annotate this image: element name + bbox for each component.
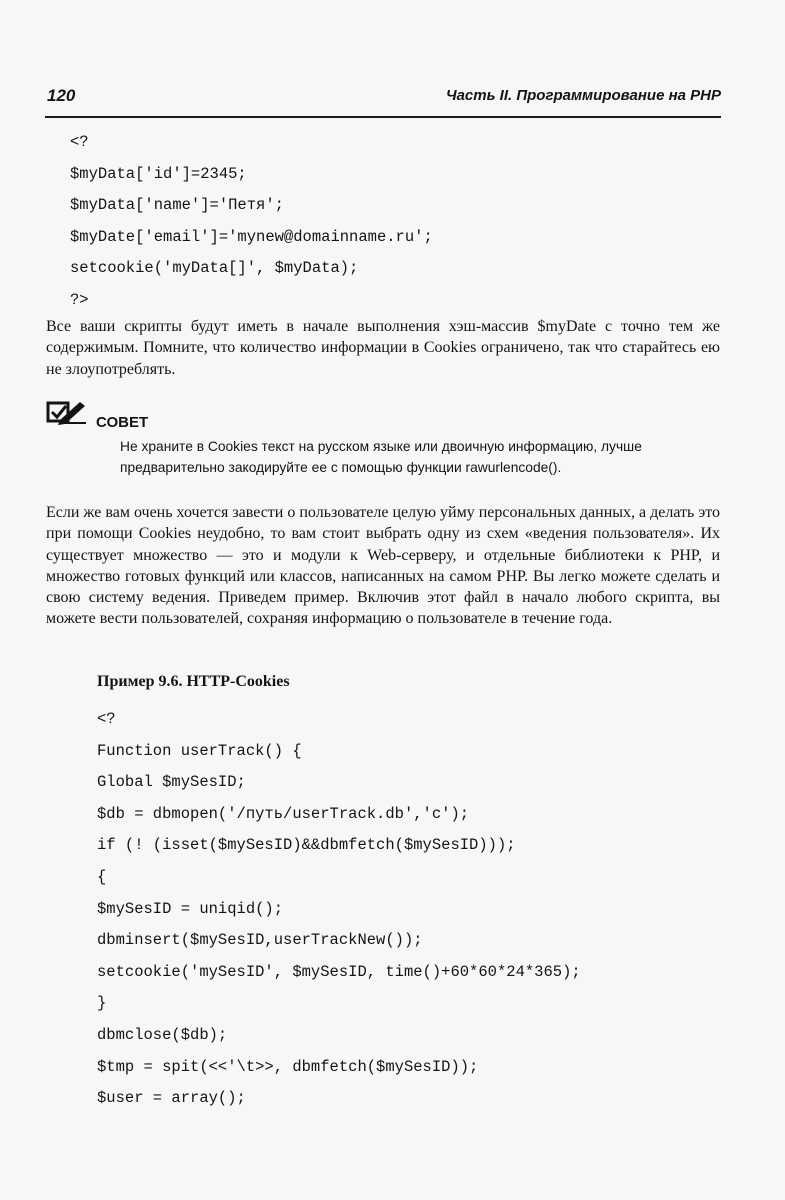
code-line: if (! (isset($mySesID)&&dbmfetch($mySesID))); <box>97 836 516 855</box>
code-line: Function userTrack() { <box>97 741 302 760</box>
code-line: $tmp = spit(<<'\t>>, dbmfetch($mySesID)); <box>97 1057 479 1076</box>
body-paragraph: Если же вам очень хочется завести о пользователе целую уйму персональных данных, а делать это при помощи Cookies неудобно, то вам стоит выбрать одну из схем «ведения пользователя». Их существует множество — это и модули к Web-серверу, и отдельные библиотеки к PHP, и множество готовых функций или классов, написанных на самом PHP. Вы легко можете сделать и свою систему ведения. Приведем пример. Включив этот файл в начало любого скрипта, вы можете вести пользователей, сохраняя информацию о пользователе в течение года. <box>46 504 720 628</box>
code-line: dbminsert($mySesID,userTrackNew()); <box>97 931 423 950</box>
code-line: } <box>97 994 107 1013</box>
running-head: Часть II. Программирование на PHP <box>445 87 721 104</box>
code-line: <? <box>70 133 89 151</box>
code-line: { <box>97 867 107 886</box>
body-paragraph: Все ваши скрипты будут иметь в начале выполнения хэш-массив $myDate с точно тем же содержимым. Помните, что количество информации в Cookies ограничено, так что старайтесь ею не злоупотреблять. <box>46 318 720 378</box>
code-line: Global $mySesID; <box>97 773 246 792</box>
code-line: setcookie('mySesID', $mySesID, time()+60*60*24*365); <box>97 962 581 981</box>
code-block <box>70 127 433 316</box>
tip-pencil-icon <box>46 398 88 433</box>
tip-title: СОВЕТ <box>96 414 149 431</box>
code-line: $mySesID = uniqid(); <box>97 899 284 918</box>
code-line: $myData['name']='Петя'; <box>70 196 284 214</box>
code-line: dbmclose($db); <box>97 1025 228 1044</box>
example-title: Пример 9.6. HTTP-Cookies <box>97 673 290 690</box>
code-line: $db = dbmopen('/путь/userTrack.db','c'); <box>97 804 470 823</box>
page-number: 120 <box>47 86 76 105</box>
code-line: $myDate['email']='mynew@domainname.ru'; <box>70 227 433 246</box>
code-line: ?> <box>70 290 89 309</box>
code-line: <? <box>97 710 116 728</box>
code-line: $myData['id']=2345; <box>70 164 247 183</box>
code-line: $user = array(); <box>97 1089 246 1108</box>
tip-text: Не храните в Cookies текст на русском языке или двоичную информацию, лучше предварительно закодируйте ее с помощью функции rawurlencode(). <box>120 439 642 475</box>
example-code-block <box>97 704 581 1115</box>
code-line: setcookie('myData[]', $myData); <box>70 259 359 277</box>
header-rule <box>45 116 721 118</box>
